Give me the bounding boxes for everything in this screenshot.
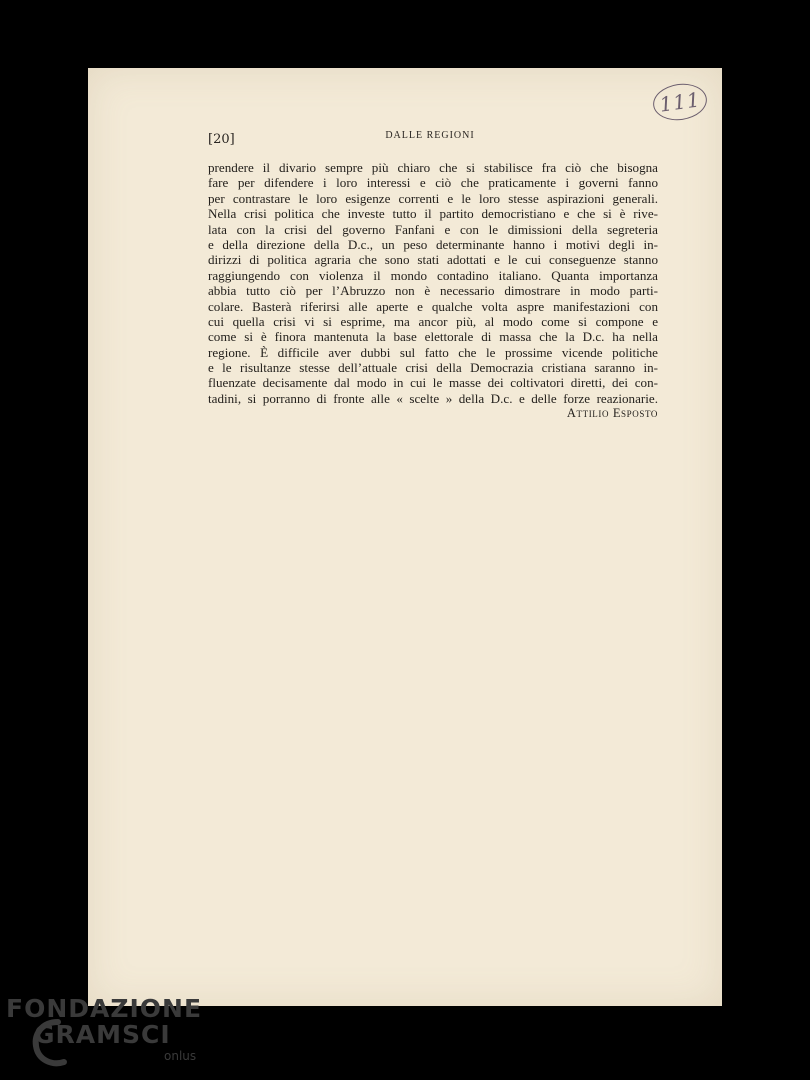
logo-text-onlus: onlus [164, 1049, 197, 1063]
text-line: e della direzione della D.c., un peso determinante hanno i motivi degli in- [208, 236, 658, 252]
text-line: lata con la crisi del governo Fanfani e con le dimissioni della segreteria [208, 221, 658, 237]
article-body [208, 160, 658, 406]
text-line: raggiungendo con violenza il mondo contadino italiano. Quanta importanza [208, 267, 658, 283]
text-line: colare. Basterà riferirsi alle aperte e qualche volta aspre manifestazioni con [208, 298, 658, 314]
text-line: prendere il divario sempre più chiaro che si stabilisce fra ciò che bisogna [208, 160, 658, 175]
text-line: abbia tutto ciò per l’Abruzzo non è necessario dimostrare in modo parti- [208, 283, 658, 299]
text-line: dirizzi di politica agraria che sono stati adottati e le cui conseguenze stanno [208, 252, 658, 268]
logo-text-fondazione: FONDAZIONE [6, 994, 203, 1023]
text-line: fluenzate decisamente dal modo in cui le masse dei coltivatori diretti, dei con- [208, 375, 658, 391]
text-line: per contrastare le loro esigenze correnti e le loro stesse aspirazioni generali. [208, 190, 658, 206]
running-head: DALLE REGIONI [385, 130, 475, 141]
page-number: [20] [208, 132, 235, 147]
text-line: regione. È difficile aver dubbi sul fatto che le prossime vicende politiche [208, 344, 658, 360]
fondazione-gramsci-logo [0, 990, 210, 1080]
text-line: fare per difendere i loro interessi e ciò che praticamente i governi fanno [208, 175, 658, 191]
text-line: Nella crisi politica che investe tutto il partito democristiano e che si è rive- [208, 206, 658, 222]
archive-stamp: 111 [651, 80, 709, 123]
text-line: e le risultanze stesse dell’attuale crisi della Democrazia cristiana saranno in- [208, 360, 658, 376]
text-line: cui quella crisi vi si esprime, ma ancor più, al modo come si compone e [208, 313, 658, 329]
text-line: tadini, si porranno di fronte alle « scelte » della D.c. e delle forze reazionarie. [208, 390, 658, 406]
logo-text-gramsci: GRAMSCI [34, 1020, 171, 1049]
text-line: come si è finora mantenuta la base elettorale di massa che la D.c. ha nella [208, 329, 658, 345]
author-signature: Attilio Esposto [566, 406, 658, 420]
